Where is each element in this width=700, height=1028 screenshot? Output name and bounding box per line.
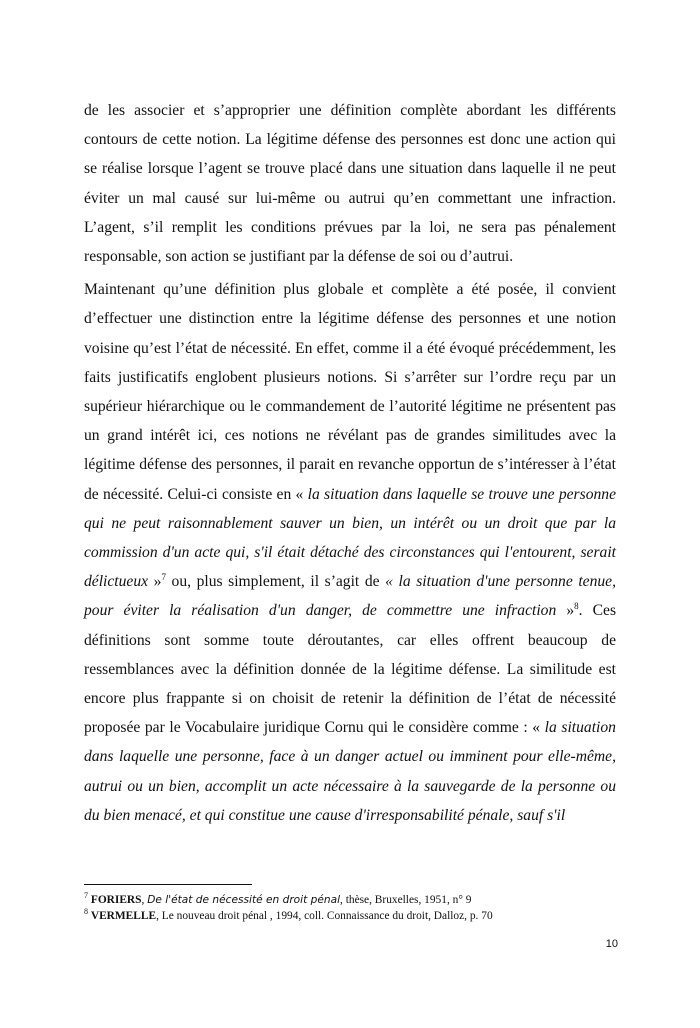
footnote-details: , Le nouveau droit pénal , 1994, coll. Connaissance du droit, Dalloz, p. 70 — [156, 910, 493, 922]
paragraph-2-text-b: ou, plus simplement, il s’agit de — [165, 573, 386, 591]
footnote-ref-8[interactable]: 8 — [574, 601, 579, 612]
paragraph-1-text: de les associer et s’approprier une définition complète abordant les différents contours de cette notion. La légitime défense des personnes est donc une action qui se réalise lorsque l’agent se trouve placé dans une situation dans laquelle il ne peut éviter un mal causé sur lui-même ou autrui qu’en commettant une infraction. L’agent, s’il remplit les conditions prévues par la loi, ne sera pas pénalement responsable, son action se justifiant par la défense de soi ou d’autrui. — [84, 102, 616, 266]
footnote-title: De l'état de nécessité en droit pénal — [147, 894, 341, 906]
paragraph-1 — [84, 96, 616, 271]
footnote-8 — [84, 908, 644, 924]
page-number: 10 — [605, 938, 618, 950]
quotation-1: la situation dans laquelle se trouve une personne qui ne peut raisonnablement sauver un bien, un intérêt ou un droit que par la commission d'un acte qui, s'il était détaché des circonstances qui l'entourent, serait délictueux — [84, 485, 617, 591]
quotation-3: la situation dans laquelle une personne, face à un danger actuel ou imminent pour elle-même, autrui ou un bien, accomplit un acte nécessaire à la sauvegarde de la personne ou du bien menacé, et qui constitue une cause d'irresponsabilité pénale, sauf s'il — [84, 719, 616, 824]
body-text — [84, 96, 616, 830]
footnote-number: 7 — [84, 891, 88, 901]
quotation-2: « la situation d'une personne tenue, pour éviter la réalisation d'un danger, de commettre une infraction — [84, 573, 616, 620]
footnote-details: , thèse, Bruxelles, 1951, n° 9 — [340, 894, 472, 906]
footnote-number: 8 — [84, 907, 88, 917]
footnotes — [84, 892, 644, 924]
footnote-author: VERMELLE — [90, 910, 157, 922]
footnote-separator — [84, 884, 252, 885]
footnote-ref-7[interactable]: 7 — [161, 572, 166, 583]
footnote-author: FORIERS — [90, 894, 142, 906]
paragraph-2 — [84, 275, 616, 830]
paragraph-2-text-a: Maintenant qu’une définition plus globale et complète a été posée, il convient d’effectuer une distinction entre la légitime défense des personnes et une notion voisine qu’est l’état de nécessité. En effet, comme il a été évoqué précédemment, les faits justificatifs englobent plusieurs notions. Si s’arrêter sur l’ordre reçu par un supérieur hiérarchique ou le commandement de l’autorité légitime ne présentent pas un grand intérêt ici, ces notions ne révélant pas de grandes similitudes avec la légitime défense des personnes, il parait en revanche opportun de s’intéresser à l’état de nécessité. Celui-ci consiste en « — [84, 281, 616, 503]
quotation-1-close: » — [148, 573, 162, 591]
paragraph-2-text-c: . Ces définitions sont somme toute déroutantes, car elles offrent beaucoup de ressemblances avec la définition donnée de la légitime défense. La similitude est encore plus frappante si on choisit de retenir la définition de l’état de nécessité proposée par le Vocabulaire juridique Cornu qui le considère comme : « — [84, 602, 617, 737]
footnote-7: $^7$ FORIERS, De l'état de nécessité en droit pénal, thèse, Bruxelles, 1951, n° 9 — [84, 891, 472, 906]
quotation-2-close: » — [556, 602, 575, 620]
